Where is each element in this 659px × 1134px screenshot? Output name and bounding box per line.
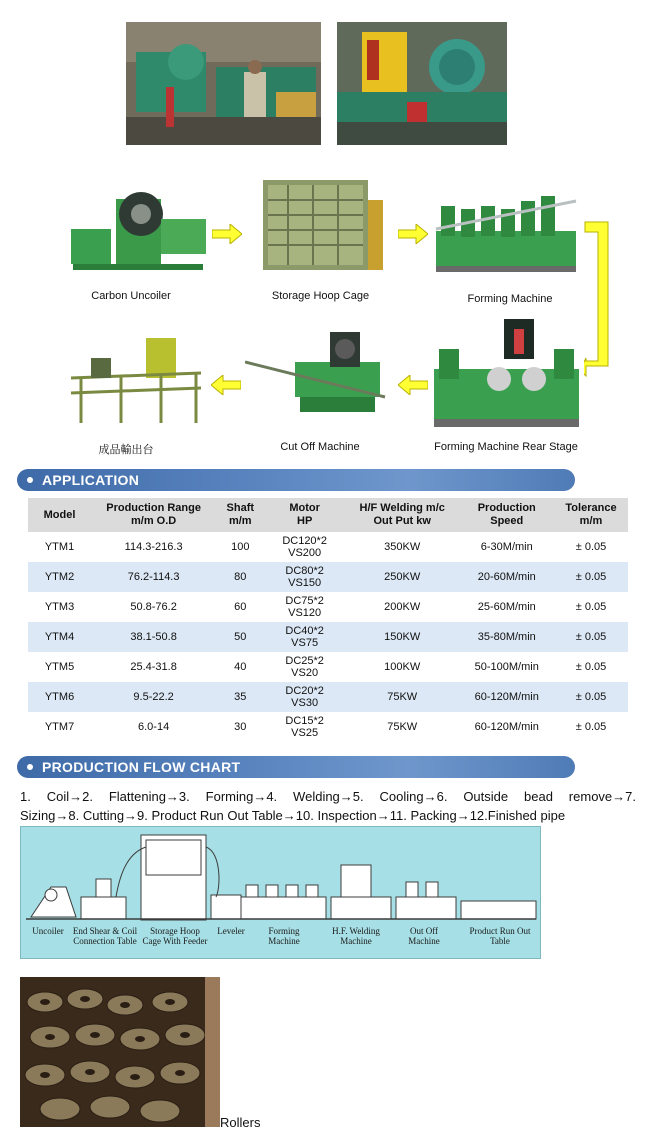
storage-hoop-cage-photo bbox=[243, 170, 393, 286]
table-row: YTM2 76.2-114.3 80 DC80*2 VS150 250KW 20-60M/min ± 0.05 bbox=[28, 562, 628, 592]
label-uncoiler: Uncoiler bbox=[32, 926, 64, 936]
carbon-uncoiler-photo bbox=[61, 169, 211, 286]
application-title: APPLICATION bbox=[42, 472, 140, 488]
caption-forming-machine-rear-stage: Forming Machine Rear Stage bbox=[434, 441, 578, 453]
table-row: YTM7 6.0-14 30 DC15*2 VS25 75KW 60-120M/min ± 0.05 bbox=[28, 712, 628, 742]
bullet-icon bbox=[27, 477, 33, 483]
application-header bbox=[17, 469, 575, 491]
caption-storage-hoop-cage: Storage Hoop Cage bbox=[271, 290, 370, 302]
output-table-photo bbox=[61, 318, 211, 433]
spec-table bbox=[28, 498, 628, 742]
col-model: Model bbox=[28, 498, 91, 532]
label-leveler: Leveler bbox=[217, 926, 245, 936]
forming-machine-photo bbox=[431, 171, 581, 289]
flow-chart-header bbox=[17, 756, 575, 778]
flow-steps-line-2: Sizing→8. Cutting→9. Product Run Out Table→10. Inspection→11. Packing→12.Finished pipe bbox=[20, 808, 566, 823]
arrow-left-icon bbox=[211, 375, 241, 395]
cut-off-machine-photo bbox=[245, 317, 395, 433]
arrow-left-icon bbox=[398, 375, 428, 395]
caption-output-table: 成品輸出台 bbox=[98, 444, 154, 456]
flow-steps-line-1: 1. Coil→2. Flattening→3. Forming→4. Welding→5. Cooling→6. Outside bead remove→7. bbox=[20, 789, 636, 804]
label-end-shear: End Shear & Coil Connection Table bbox=[72, 926, 138, 946]
col-tolerance: Tolerance m/m bbox=[554, 498, 628, 532]
label-runout: Product Run Out Table bbox=[469, 926, 531, 946]
arrow-turn-down-icon bbox=[582, 221, 612, 386]
table-row: YTM5 25.4-31.8 40 DC25*2 VS20 100KW 50-100M/min ± 0.05 bbox=[28, 652, 628, 682]
col-welding: H/F Welding m/c Out Put kw bbox=[345, 498, 460, 532]
col-shaft: Shaft m/m bbox=[216, 498, 264, 532]
bullet-icon bbox=[27, 764, 33, 770]
flow-steps-text bbox=[20, 787, 636, 825]
rollers-photo bbox=[20, 977, 220, 1127]
table-row: YTM4 38.1-50.8 50 DC40*2 VS75 150KW 35-80M/min ± 0.05 bbox=[28, 622, 628, 652]
caption-cut-off-machine: Cut Off Machine bbox=[280, 441, 360, 453]
caption-carbon-uncoiler: Carbon Uncoiler bbox=[91, 290, 171, 302]
production-line-diagram bbox=[20, 826, 541, 959]
label-storage-cage: Storage Hoop Cage With Feeder bbox=[142, 926, 208, 946]
flow-chart-title: PRODUCTION FLOW CHART bbox=[42, 759, 241, 775]
col-production-range: Production Range m/m O.D bbox=[91, 498, 216, 532]
label-welding: H.F. Welding Machine bbox=[332, 926, 380, 946]
table-row: YTM6 9.5-22.2 35 DC20*2 VS30 75KW 60-120M/min ± 0.05 bbox=[28, 682, 628, 712]
col-motor: Motor HP bbox=[264, 498, 345, 532]
arrow-right-icon bbox=[212, 224, 242, 244]
label-forming: Forming Machine bbox=[268, 926, 300, 946]
table-header-row bbox=[28, 498, 628, 532]
table-row: YTM3 50.8-76.2 60 DC75*2 VS120 200KW 25-60M/min ± 0.05 bbox=[28, 592, 628, 622]
rollers-caption: Rollers bbox=[220, 1115, 261, 1130]
arrow-right-icon bbox=[398, 224, 428, 244]
col-speed: Production Speed bbox=[460, 498, 554, 532]
factory-photo-right bbox=[337, 22, 507, 145]
label-cutoff: Out Off Machine bbox=[408, 926, 440, 946]
caption-forming-machine: Forming Machine bbox=[467, 293, 553, 305]
table-row: YTM1 114.3-216.3 100 DC120*2 VS200 350KW 6-30M/min ± 0.05 bbox=[28, 532, 628, 562]
factory-photo-left bbox=[126, 22, 321, 145]
forming-machine-rear-stage-photo bbox=[429, 309, 584, 438]
